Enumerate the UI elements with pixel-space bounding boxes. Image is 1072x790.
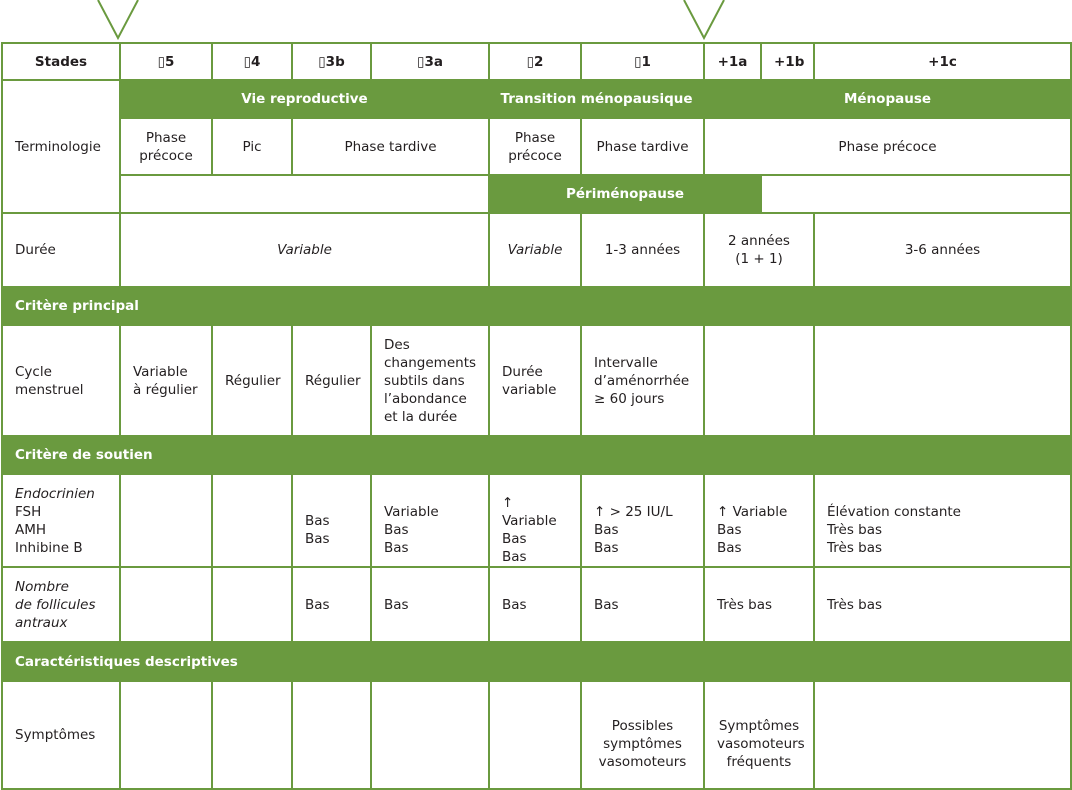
section-principal-row [2, 287, 1071, 325]
follicles-s3b: Bas [292, 567, 371, 642]
phase-late-transition: Phase tardive [581, 118, 704, 175]
section-soutien: Critère de soutien [2, 436, 1071, 474]
empty-cell [704, 325, 814, 436]
section-descriptive: Caractéristiques descriptives [2, 642, 1071, 681]
phase-early-repro: Phase précoce [120, 118, 212, 175]
empty-cell [814, 681, 1071, 789]
empty-cell [212, 567, 292, 642]
stage-cell: +1c [814, 43, 1071, 80]
empty-cell [120, 175, 489, 213]
phase-early-transition: Phase précoce [489, 118, 581, 175]
endocrine-p1c: Élévation constante Très bas Très bas [814, 474, 1071, 567]
symptoms-p1ab: Symptômes vasomoteurs fréquents [704, 681, 814, 789]
empty-cell [120, 474, 212, 567]
follicles-p1c: Très bas [814, 567, 1071, 642]
terminology-phases-row [2, 118, 1071, 175]
group-reproductive: Vie reproductive [120, 80, 489, 118]
cycle-s4: Régulier [212, 325, 292, 436]
fmp-marker-left [98, 0, 138, 38]
follicles-row [2, 567, 1071, 642]
group-transition: Transition ménopausique [489, 80, 704, 118]
group-menopause: Ménopause [704, 80, 1071, 118]
endocrine-s2: ↑ Variable Bas Bas [489, 474, 581, 567]
staw-table [1, 42, 1072, 790]
duration-label: Durée [2, 213, 120, 287]
terminology-groups-row [2, 80, 1071, 118]
phase-early-post: Phase précoce [704, 118, 1071, 175]
cycle-s3a: Des changements subtils dans l’abondance et la durée [371, 325, 489, 436]
stages-row [2, 43, 1071, 80]
phase-peak: Pic [212, 118, 292, 175]
empty-cell [212, 681, 292, 789]
stage-cell: ▯3b [292, 43, 371, 80]
stage-cell: ▯5 [120, 43, 212, 80]
endocrine-label: Endocrinien FSH AMH Inhibine B [2, 474, 120, 567]
follicles-p1ab: Très bas [704, 567, 814, 642]
follicles-s2: Bas [489, 567, 581, 642]
follicles-s3a: Bas [371, 567, 489, 642]
duration-repro: Variable [120, 213, 489, 287]
stage-cell: ▯1 [581, 43, 704, 80]
fmp-marker-right [684, 0, 724, 38]
stage-cell: ▯3a [371, 43, 489, 80]
symptoms-label: Symptômes [2, 681, 120, 789]
stage-cell: ▯2 [489, 43, 581, 80]
empty-cell [814, 325, 1071, 436]
duration-row [2, 213, 1071, 287]
stage-cell: ▯4 [212, 43, 292, 80]
duration-post-1c: 3-6 années [814, 213, 1071, 287]
follicles-s1: Bas [581, 567, 704, 642]
timeline-markers [0, 0, 1072, 42]
perimenopause-band: Périménopause [489, 175, 761, 213]
cycle-s3b: Régulier [292, 325, 371, 436]
empty-cell [489, 681, 581, 789]
endocrine-s3a: Variable Bas Bas [371, 474, 489, 567]
follicles-label: Nombre de follicules antraux [2, 567, 120, 642]
empty-cell [761, 175, 1071, 213]
symptoms-s1: Possibles symptômes vasomoteurs [581, 681, 704, 789]
stage-cell: +1b [761, 43, 814, 80]
empty-cell [371, 681, 489, 789]
phase-late-repro: Phase tardive [292, 118, 489, 175]
endocrine-row [2, 474, 1071, 567]
stage-cell: +1a [704, 43, 761, 80]
perimenopause-row [2, 175, 1071, 213]
symptoms-row [2, 681, 1071, 789]
cycle-label: Cycle menstruel [2, 325, 120, 436]
cycle-s2: Durée variable [489, 325, 581, 436]
empty-cell [120, 681, 212, 789]
duration-post-1ab: 2 années (1 + 1) [704, 213, 814, 287]
empty-cell [120, 567, 212, 642]
endocrine-s3b: Bas Bas [292, 474, 371, 567]
cycle-s1: Intervalle d’aménorrhée ≥ 60 jours [581, 325, 704, 436]
terminology-label: Terminologie [2, 80, 120, 213]
empty-cell [292, 681, 371, 789]
endocrine-p1ab: ↑ Variable Bas Bas [704, 474, 814, 567]
section-principal: Critère principal [2, 287, 1071, 325]
endocrine-s1: ↑ > 25 IU/L Bas Bas [581, 474, 704, 567]
cycle-s5: Variable à régulier [120, 325, 212, 436]
duration-trans-early: Variable [489, 213, 581, 287]
cycle-row [2, 325, 1071, 436]
section-descriptive-row [2, 642, 1071, 681]
duration-trans-late: 1-3 années [581, 213, 704, 287]
stages-label: Stades [2, 43, 120, 80]
section-soutien-row [2, 436, 1071, 474]
empty-cell [212, 474, 292, 567]
